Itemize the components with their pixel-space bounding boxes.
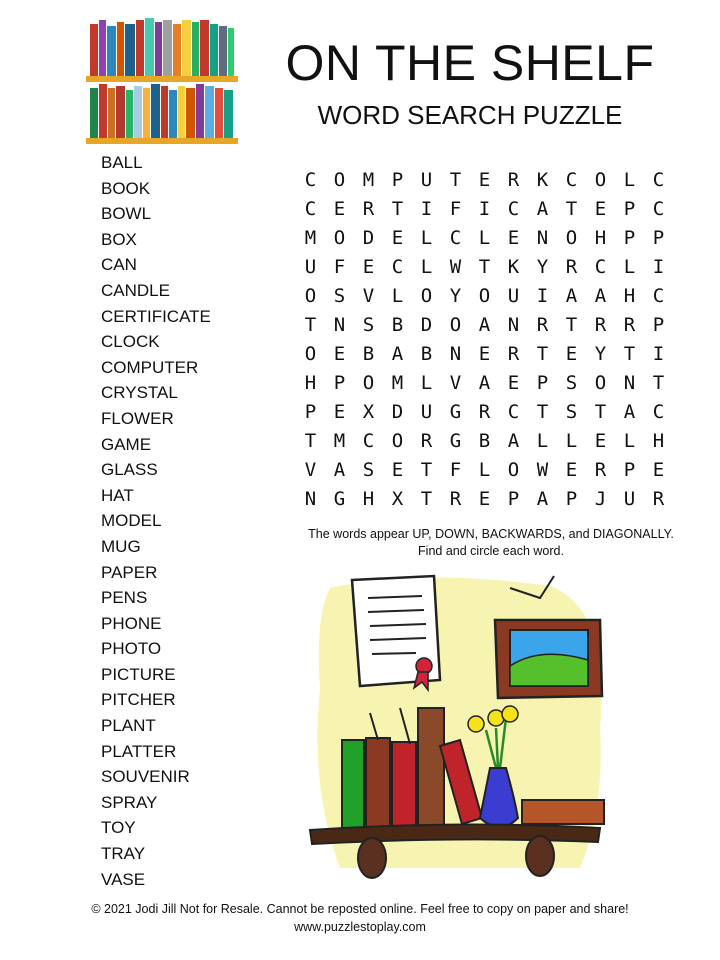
grid-cell[interactable]: R <box>362 198 375 220</box>
grid-cell[interactable]: B <box>391 314 404 336</box>
grid-cell[interactable]: S <box>565 372 578 394</box>
word-list-item: CAN <box>101 255 137 275</box>
grid-cell[interactable]: O <box>304 285 317 307</box>
grid-cell[interactable]: A <box>594 285 607 307</box>
grid-cell[interactable]: A <box>478 372 491 394</box>
grid-cell[interactable]: K <box>507 256 520 278</box>
grid-cell[interactable]: C <box>449 227 462 249</box>
grid-cell[interactable]: A <box>478 314 491 336</box>
grid-cell[interactable]: I <box>478 198 491 220</box>
grid-cell[interactable]: E <box>478 169 491 191</box>
grid-cell[interactable]: D <box>420 314 433 336</box>
grid-cell[interactable]: P <box>391 169 404 191</box>
grid-cell[interactable]: P <box>652 314 665 336</box>
grid-cell[interactable]: I <box>420 198 433 220</box>
grid-cell[interactable]: T <box>420 459 433 481</box>
grid-cell[interactable]: C <box>507 198 520 220</box>
grid-cell[interactable]: C <box>391 256 404 278</box>
grid-cell[interactable]: P <box>623 198 636 220</box>
website-link[interactable]: www.puzzlestoplay.com <box>294 920 426 934</box>
certificate-drawing <box>352 576 440 690</box>
grid-cell[interactable]: M <box>333 430 346 452</box>
grid-cell[interactable]: G <box>449 430 462 452</box>
grid-row <box>296 195 673 224</box>
grid-row <box>296 398 673 427</box>
grid-cell[interactable]: T <box>565 314 578 336</box>
grid-cell[interactable]: N <box>449 343 462 365</box>
instructions-line-1: The words appear UP, DOWN, BACKWARDS, and DIAGONALLY. <box>308 527 674 541</box>
grid-cell[interactable]: R <box>623 314 636 336</box>
grid-cell[interactable]: H <box>304 372 317 394</box>
grid-cell[interactable]: J <box>594 488 607 510</box>
grid-cell[interactable]: S <box>565 401 578 423</box>
grid-cell[interactable]: O <box>420 285 433 307</box>
word-list-item: COMPUTER <box>101 357 199 377</box>
word-list-item: HAT <box>101 485 134 505</box>
word-list-item: MODEL <box>101 511 162 531</box>
footer <box>0 900 720 936</box>
page-subtitle: WORD SEARCH PUZZLE <box>317 100 623 130</box>
word-list-item: BOX <box>101 229 137 249</box>
grid-cell[interactable]: L <box>478 227 491 249</box>
grid-cell[interactable]: L <box>536 430 549 452</box>
grid-cell[interactable]: E <box>565 459 578 481</box>
grid-cell[interactable]: G <box>449 401 462 423</box>
grid-cell[interactable]: A <box>333 459 346 481</box>
word-list-item: SOUVENIR <box>101 767 190 787</box>
word-list-item: PITCHER <box>101 690 176 710</box>
grid-cell[interactable]: C <box>304 169 317 191</box>
grid-cell[interactable]: P <box>623 227 636 249</box>
grid-cell[interactable]: P <box>652 227 665 249</box>
grid-cell[interactable]: H <box>362 488 375 510</box>
grid-cell[interactable]: W <box>449 256 462 278</box>
top-shelf-plank <box>86 76 238 82</box>
grid-cell[interactable]: H <box>623 285 636 307</box>
grid-cell[interactable]: L <box>420 227 433 249</box>
grid-cell[interactable]: P <box>507 488 520 510</box>
word-list-item: PLATTER <box>101 741 177 761</box>
word-list-item: TOY <box>101 818 136 838</box>
grid-cell[interactable]: C <box>565 169 578 191</box>
grid-cell[interactable]: U <box>420 169 433 191</box>
grid-row <box>296 456 673 485</box>
grid-cell[interactable]: V <box>304 459 317 481</box>
grid-cell[interactable]: O <box>565 227 578 249</box>
word-list-item: PLANT <box>101 716 156 736</box>
grid-cell[interactable]: S <box>333 285 346 307</box>
word-list-item: CANDLE <box>101 280 170 300</box>
grid-cell[interactable]: B <box>362 343 375 365</box>
grid-cell[interactable]: C <box>652 198 665 220</box>
grid-cell[interactable]: U <box>507 285 520 307</box>
top-row-books <box>90 18 234 76</box>
grid-cell[interactable]: R <box>652 488 665 510</box>
grid-cell[interactable]: X <box>362 401 375 423</box>
grid-cell[interactable]: R <box>565 256 578 278</box>
word-list-item: FLOWER <box>101 408 174 428</box>
word-list-item: VASE <box>101 869 146 889</box>
grid-cell[interactable]: T <box>304 430 317 452</box>
grid-cell[interactable]: R <box>536 314 549 336</box>
grid-cell[interactable]: E <box>333 198 346 220</box>
grid-cell[interactable]: V <box>362 285 375 307</box>
word-list-item: BOOK <box>101 178 151 198</box>
grid-cell[interactable]: O <box>449 314 462 336</box>
grid-cell[interactable]: E <box>594 430 607 452</box>
grid-cell[interactable]: R <box>507 343 520 365</box>
word-list-item: GLASS <box>101 460 158 480</box>
grid-cell[interactable]: U <box>623 488 636 510</box>
grid-cell[interactable]: U <box>304 256 317 278</box>
word-list-item: PICTURE <box>101 664 176 684</box>
grid-cell[interactable]: L <box>420 372 433 394</box>
grid-cell[interactable]: O <box>304 343 317 365</box>
grid-cell[interactable]: I <box>536 285 549 307</box>
word-list-item: SPRAY <box>101 792 158 812</box>
grid-cell[interactable]: E <box>507 372 520 394</box>
grid-cell[interactable]: A <box>391 343 404 365</box>
grid-cell[interactable]: T <box>594 401 607 423</box>
grid-cell[interactable]: O <box>362 372 375 394</box>
copyright-text: © 2021 Jodi Jill Not for Resale. Cannot be reposted online. Feel free to copy on paper and share! <box>91 902 629 916</box>
grid-cell[interactable]: C <box>362 430 375 452</box>
grid-cell[interactable]: M <box>362 169 375 191</box>
grid-cell[interactable]: T <box>565 198 578 220</box>
grid-cell[interactable]: E <box>594 198 607 220</box>
grid-cell[interactable]: R <box>420 430 433 452</box>
grid-cell[interactable]: A <box>623 401 636 423</box>
grid-row <box>296 485 673 514</box>
grid-cell[interactable]: T <box>304 314 317 336</box>
grid-cell[interactable]: N <box>507 314 520 336</box>
grid-cell[interactable]: R <box>594 459 607 481</box>
grid-cell[interactable]: P <box>623 459 636 481</box>
grid-cell[interactable]: M <box>391 372 404 394</box>
word-list-item: PENS <box>101 588 148 608</box>
grid-cell[interactable]: E <box>478 488 491 510</box>
grid-cell[interactable]: F <box>449 198 462 220</box>
grid-cell[interactable]: X <box>391 488 404 510</box>
grid-cell[interactable]: O <box>478 285 491 307</box>
grid-cell[interactable]: T <box>449 169 462 191</box>
grid-cell[interactable]: O <box>333 227 346 249</box>
grid-cell[interactable]: T <box>420 488 433 510</box>
shelf-scene-illustration <box>300 568 620 890</box>
grid-cell[interactable]: N <box>304 488 317 510</box>
grid-cell[interactable]: E <box>391 227 404 249</box>
grid-row <box>296 253 673 282</box>
small-book-lying <box>522 800 604 824</box>
grid-cell[interactable]: S <box>362 459 375 481</box>
grid-cell[interactable]: G <box>333 488 346 510</box>
grid-cell[interactable]: U <box>420 401 433 423</box>
word-list-item: PHONE <box>101 613 162 633</box>
grid-cell[interactable]: A <box>536 488 549 510</box>
word-list-item: PAPER <box>101 562 158 582</box>
grid-cell[interactable]: E <box>507 227 520 249</box>
grid-cell[interactable]: P <box>304 401 317 423</box>
grid-cell[interactable]: I <box>652 343 665 365</box>
grid-cell[interactable]: L <box>623 256 636 278</box>
grid-cell[interactable]: R <box>478 401 491 423</box>
grid-row <box>296 224 673 253</box>
grid-row <box>296 369 673 398</box>
grid-cell[interactable]: H <box>594 227 607 249</box>
grid-cell[interactable]: L <box>420 256 433 278</box>
grid-cell[interactable]: A <box>536 198 549 220</box>
grid-cell[interactable]: E <box>362 256 375 278</box>
grid-cell[interactable]: V <box>449 372 462 394</box>
grid-cell[interactable]: N <box>536 227 549 249</box>
grid-cell[interactable]: L <box>565 430 578 452</box>
word-list-item: PHOTO <box>101 639 162 659</box>
grid-cell[interactable]: E <box>565 343 578 365</box>
word-list-item: CERTIFICATE <box>101 306 211 326</box>
word-list-item: GAME <box>101 434 152 454</box>
grid-cell[interactable]: E <box>391 459 404 481</box>
grid-cell[interactable]: O <box>391 430 404 452</box>
letter-grid <box>296 166 673 514</box>
grid-cell[interactable]: L <box>623 169 636 191</box>
grid-row <box>296 311 673 340</box>
grid-cell[interactable]: E <box>652 459 665 481</box>
word-list-item: BALL <box>101 153 143 172</box>
word-list-item: BOWL <box>101 204 152 224</box>
bottom-shelf-plank <box>86 138 238 144</box>
grid-cell[interactable]: C <box>652 169 665 191</box>
grid-row <box>296 282 673 311</box>
word-list <box>101 150 211 892</box>
grid-cell[interactable]: T <box>623 343 636 365</box>
grid-cell[interactable]: H <box>652 430 665 452</box>
grid-cell[interactable]: R <box>507 169 520 191</box>
word-list-item: CRYSTAL <box>101 383 178 403</box>
grid-cell[interactable]: E <box>333 343 346 365</box>
grid-cell[interactable]: P <box>565 488 578 510</box>
grid-cell[interactable]: P <box>536 372 549 394</box>
grid-cell[interactable]: K <box>536 169 549 191</box>
grid-cell[interactable]: C <box>594 256 607 278</box>
grid-cell[interactable]: B <box>420 343 433 365</box>
grid-row <box>296 427 673 456</box>
grid-cell[interactable]: T <box>478 256 491 278</box>
grid-cell[interactable]: D <box>362 227 375 249</box>
grid-cell[interactable]: P <box>333 372 346 394</box>
grid-cell[interactable]: S <box>362 314 375 336</box>
grid-cell[interactable]: M <box>304 227 317 249</box>
grid-cell[interactable]: C <box>652 285 665 307</box>
grid-cell[interactable]: T <box>652 372 665 394</box>
grid-cell[interactable]: O <box>333 169 346 191</box>
grid-cell[interactable]: W <box>536 459 549 481</box>
grid-cell[interactable]: C <box>304 198 317 220</box>
grid-cell[interactable]: C <box>507 401 520 423</box>
instructions-line-2: Find and circle each word. <box>418 544 564 558</box>
grid-cell[interactable]: C <box>652 401 665 423</box>
grid-cell[interactable]: F <box>449 459 462 481</box>
grid-cell[interactable]: Y <box>536 256 549 278</box>
word-list-item: TRAY <box>101 844 146 864</box>
grid-cell[interactable]: F <box>333 256 346 278</box>
grid-row <box>296 340 673 369</box>
grid-cell[interactable]: E <box>478 343 491 365</box>
grid-cell[interactable]: A <box>507 430 520 452</box>
grid-row <box>296 166 673 195</box>
grid-cell[interactable]: O <box>507 459 520 481</box>
grid-cell[interactable]: B <box>478 430 491 452</box>
grid-cell[interactable]: L <box>478 459 491 481</box>
grid-cell[interactable]: R <box>594 314 607 336</box>
grid-cell[interactable]: T <box>536 343 549 365</box>
grid-cell[interactable]: I <box>652 256 665 278</box>
grid-cell[interactable]: A <box>565 285 578 307</box>
grid-cell[interactable]: R <box>449 488 462 510</box>
instructions <box>286 526 696 560</box>
grid-cell[interactable]: L <box>623 430 636 452</box>
grid-cell[interactable]: T <box>536 401 549 423</box>
grid-cell[interactable]: O <box>594 372 607 394</box>
grid-cell[interactable]: O <box>594 169 607 191</box>
bookshelf-illustration <box>84 16 240 146</box>
grid-cell[interactable]: Y <box>594 343 607 365</box>
grid-cell[interactable]: D <box>391 401 404 423</box>
grid-cell[interactable]: E <box>333 401 346 423</box>
grid-cell[interactable]: Y <box>449 285 462 307</box>
bottom-row-books <box>90 84 233 138</box>
grid-cell[interactable]: N <box>333 314 346 336</box>
word-list-item: CLOCK <box>101 332 160 352</box>
grid-cell[interactable]: L <box>391 285 404 307</box>
grid-cell[interactable]: N <box>623 372 636 394</box>
page-title: ON THE SHELF <box>285 35 655 91</box>
grid-cell[interactable]: T <box>391 198 404 220</box>
word-list-item: MUG <box>101 536 141 556</box>
